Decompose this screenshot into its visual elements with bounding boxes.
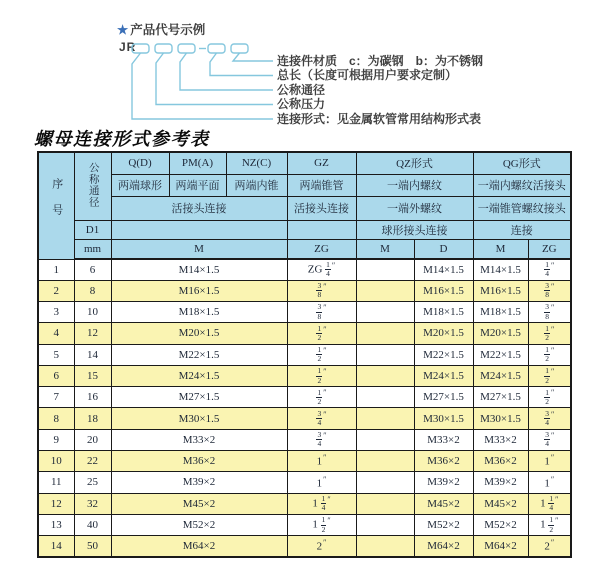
- cell-qz-m: [356, 344, 414, 365]
- cell-qg-m: M64×2: [473, 536, 528, 557]
- header-unit-m: M: [111, 239, 287, 259]
- cell-dn: 15: [74, 365, 111, 386]
- cell-gz: ZG $\frac{1}{4}$ ″: [287, 259, 356, 280]
- table-row: [38, 536, 571, 557]
- cell-dn: 8: [74, 280, 111, 301]
- cell-qz-d: M45×2: [414, 493, 473, 514]
- cell-qg-m: M52×2: [473, 514, 528, 535]
- cell-qz-m: [356, 323, 414, 344]
- cell-m: M14×1.5: [111, 259, 287, 280]
- cell-qz-m: [356, 365, 414, 386]
- cell-qz-m: [356, 387, 414, 408]
- leader-line-1: [233, 53, 273, 61]
- cell-seq: 11: [38, 472, 74, 493]
- diagram-label-pressure: 公称压力: [277, 97, 326, 111]
- cell-qz-m: [356, 259, 414, 280]
- header-desc-nz: 两端内锥: [226, 174, 287, 196]
- cell-qg-m: M20×1.5: [473, 323, 528, 344]
- header-form-qz: QZ形式: [356, 152, 473, 174]
- cell-qz-d: M33×2: [414, 429, 473, 450]
- code-box-4: [208, 44, 225, 53]
- cell-qg-m: M22×1.5: [473, 344, 528, 365]
- header-unit-qz-m: M: [356, 239, 414, 259]
- header-conn-qg: 一端锥管螺纹接头: [473, 196, 571, 220]
- cell-qg-zg: $\frac{3}{8}$ ″: [528, 280, 571, 301]
- header-unit-qg-zg: ZG: [528, 239, 571, 259]
- table-row: [38, 493, 571, 514]
- cell-gz: $\frac{1}{2}$ ″: [287, 365, 356, 386]
- cell-m: M30×1.5: [111, 408, 287, 429]
- cell-gz: $\frac{3}{4}$ ″: [287, 429, 356, 450]
- cell-dn: 6: [74, 259, 111, 280]
- table-row: [38, 514, 571, 535]
- cell-qg-zg: 1″: [528, 472, 571, 493]
- cell-gz: 1 $\frac{1}{4}$ ″: [287, 493, 356, 514]
- cell-dn: 22: [74, 451, 111, 472]
- diagram-label-connection: 连接形式：见金属软管常用结构形式表: [277, 111, 482, 126]
- header-blank-m: [111, 220, 287, 239]
- cell-gz: $\frac{1}{2}$ ″: [287, 387, 356, 408]
- cell-qg-m: M30×1.5: [473, 408, 528, 429]
- cell-m: M36×2: [111, 451, 287, 472]
- code-box-3: [178, 44, 195, 53]
- cell-qz-d: M36×2: [414, 451, 473, 472]
- cell-gz: 1″: [287, 451, 356, 472]
- cell-dn: 12: [74, 323, 111, 344]
- cell-dn: 50: [74, 536, 111, 557]
- cell-qz-m: [356, 493, 414, 514]
- cell-qg-zg: $\frac{1}{4}$ ″: [528, 259, 571, 280]
- header-conn-qpmnz: 活接头连接: [111, 196, 287, 220]
- product-code-prefix: JR: [119, 40, 137, 54]
- cell-seq: 9: [38, 429, 74, 450]
- header-d1: D1: [74, 220, 111, 239]
- cell-gz: 1 $\frac{1}{2}$ ″: [287, 514, 356, 535]
- cell-m: M33×2: [111, 429, 287, 450]
- leader-line-5: [132, 53, 273, 119]
- cell-qg-zg: 1″: [528, 451, 571, 472]
- cell-m: M52×2: [111, 514, 287, 535]
- code-box-2: [155, 44, 172, 53]
- cell-qz-d: M30×1.5: [414, 408, 473, 429]
- cell-qg-zg: $\frac{1}{2}$ ″: [528, 344, 571, 365]
- cell-m: M22×1.5: [111, 344, 287, 365]
- cell-qg-m: M33×2: [473, 429, 528, 450]
- cell-qz-m: [356, 514, 414, 535]
- table-row: [38, 365, 571, 386]
- cell-qz-d: M18×1.5: [414, 302, 473, 323]
- header-form-pm: PM(A): [169, 152, 226, 174]
- cell-qg-m: M16×1.5: [473, 280, 528, 301]
- cell-m: M18×1.5: [111, 302, 287, 323]
- cell-seq: 5: [38, 344, 74, 365]
- cell-qg-zg: 2″: [528, 536, 571, 557]
- cell-qz-d: M64×2: [414, 536, 473, 557]
- table-row: [38, 387, 571, 408]
- table-header: [38, 152, 571, 259]
- leader-line-2: [210, 53, 273, 76]
- header-mm: mm: [74, 239, 111, 259]
- cell-qz-d: M16×1.5: [414, 280, 473, 301]
- cell-qz-d: M27×1.5: [414, 387, 473, 408]
- cell-qg-m: M24×1.5: [473, 365, 528, 386]
- header-desc-qz: 一端内螺纹: [356, 174, 473, 196]
- cell-qg-m: M27×1.5: [473, 387, 528, 408]
- cell-m: M45×2: [111, 493, 287, 514]
- cell-dn: 16: [74, 387, 111, 408]
- cell-qz-m: [356, 451, 414, 472]
- header-sub-qz: 球形接头连接: [356, 220, 473, 239]
- cell-qg-zg: 1 $\frac{1}{2}$ ″: [528, 514, 571, 535]
- cell-qg-zg: 1 $\frac{1}{4}$ ″: [528, 493, 571, 514]
- diagram-label-length: 总长（长度可根据用户要求定制）: [277, 68, 458, 82]
- diagram-label-diameter: 公称通径: [277, 82, 326, 97]
- table-row: [38, 429, 571, 450]
- cell-qz-m: [356, 408, 414, 429]
- header-conn-qz: 一端外螺纹: [356, 196, 473, 220]
- cell-dn: 18: [74, 408, 111, 429]
- cell-seq: 10: [38, 451, 74, 472]
- cell-qg-zg: $\frac{3}{4}$ ″: [528, 429, 571, 450]
- cell-seq: 3: [38, 302, 74, 323]
- cell-qz-d: M39×2: [414, 472, 473, 493]
- cell-qg-zg: $\frac{1}{2}$ ″: [528, 387, 571, 408]
- header-desc-q: 两端球形: [111, 174, 169, 196]
- cell-dn: 25: [74, 472, 111, 493]
- cell-qg-zg: $\frac{3}{8}$ ″: [528, 302, 571, 323]
- cell-qz-d: M14×1.5: [414, 259, 473, 280]
- cell-seq: 4: [38, 323, 74, 344]
- table-title: 螺母连接形式参考表: [34, 129, 210, 149]
- cell-qg-m: M14×1.5: [473, 259, 528, 280]
- table-body: [38, 259, 571, 557]
- cell-qg-zg: $\frac{3}{4}$ ″: [528, 408, 571, 429]
- header-desc-gz: 两端锥管: [287, 174, 356, 196]
- cell-m: M27×1.5: [111, 387, 287, 408]
- table-row: [38, 323, 571, 344]
- cell-qg-m: M18×1.5: [473, 302, 528, 323]
- cell-seq: 2: [38, 280, 74, 301]
- leader-line-3: [180, 53, 273, 90]
- cell-qz-m: [356, 536, 414, 557]
- cell-dn: 14: [74, 344, 111, 365]
- table-row: [38, 259, 571, 280]
- code-box-5: [231, 44, 248, 53]
- cell-m: M24×1.5: [111, 365, 287, 386]
- table-row: [38, 280, 571, 301]
- cell-m: M64×2: [111, 536, 287, 557]
- header-dn: 公称通径: [74, 152, 111, 220]
- cell-qz-m: [356, 472, 414, 493]
- cell-gz: $\frac{3}{4}$ ″: [287, 408, 356, 429]
- header-unit-qz-d: D: [414, 239, 473, 259]
- table-row: [38, 302, 571, 323]
- cell-qz-d: M52×2: [414, 514, 473, 535]
- cell-qg-zg: $\frac{1}{2}$ ″: [528, 323, 571, 344]
- cell-gz: $\frac{1}{2}$ ″: [287, 323, 356, 344]
- cell-gz: 1″: [287, 472, 356, 493]
- cell-gz: $\frac{3}{8}$ ″: [287, 280, 356, 301]
- cell-seq: 12: [38, 493, 74, 514]
- code-box-1: [132, 44, 149, 53]
- table-row: [38, 408, 571, 429]
- header-form-gz: GZ: [287, 152, 356, 174]
- cell-gz: 2″: [287, 536, 356, 557]
- cell-qz-d: M22×1.5: [414, 344, 473, 365]
- cell-seq: 8: [38, 408, 74, 429]
- cell-m: M39×2: [111, 472, 287, 493]
- cell-gz: $\frac{1}{2}$ ″: [287, 344, 356, 365]
- header-seq: 序号: [38, 152, 74, 259]
- table-row: [38, 472, 571, 493]
- cell-seq: 1: [38, 259, 74, 280]
- cell-m: M20×1.5: [111, 323, 287, 344]
- header-unit-qg-m: M: [473, 239, 528, 259]
- header-conn-gz: 活接头连接: [287, 196, 356, 220]
- header-blank-gz: [287, 220, 356, 239]
- cell-gz: $\frac{3}{8}$ ″: [287, 302, 356, 323]
- nut-connection-reference-table: [37, 151, 572, 558]
- cell-dn: 40: [74, 514, 111, 535]
- header-unit-zg: ZG: [287, 239, 356, 259]
- cell-qz-m: [356, 429, 414, 450]
- cell-qg-m: M39×2: [473, 472, 528, 493]
- table-row: [38, 451, 571, 472]
- cell-qg-m: M36×2: [473, 451, 528, 472]
- header-form-q: Q(D): [111, 152, 169, 174]
- cell-qz-d: M24×1.5: [414, 365, 473, 386]
- cell-dn: 20: [74, 429, 111, 450]
- header-form-nz: NZ(C): [226, 152, 287, 174]
- cell-qg-zg: $\frac{1}{2}$ ″: [528, 365, 571, 386]
- cell-qg-m: M45×2: [473, 493, 528, 514]
- cell-seq: 6: [38, 365, 74, 386]
- header-sub-qg: 连接: [473, 220, 571, 239]
- diagram-label-material: 连接件材质 c：为碳钢 b：为不锈钢: [277, 54, 484, 68]
- cell-seq: 7: [38, 387, 74, 408]
- header-desc-qg: 一端内螺纹活接头: [473, 174, 571, 196]
- product-code-heading-text: 产品代号示例: [130, 23, 206, 37]
- header-form-qg: QG形式: [473, 152, 571, 174]
- cell-seq: 13: [38, 514, 74, 535]
- cell-qz-m: [356, 302, 414, 323]
- cell-qz-d: M20×1.5: [414, 323, 473, 344]
- cell-m: M16×1.5: [111, 280, 287, 301]
- cell-dn: 10: [74, 302, 111, 323]
- header-desc-pm: 两端平面: [169, 174, 226, 196]
- cell-dn: 32: [74, 493, 111, 514]
- table-row: [38, 344, 571, 365]
- cell-qz-m: [356, 280, 414, 301]
- star-icon: ★: [117, 23, 129, 37]
- cell-seq: 14: [38, 536, 74, 557]
